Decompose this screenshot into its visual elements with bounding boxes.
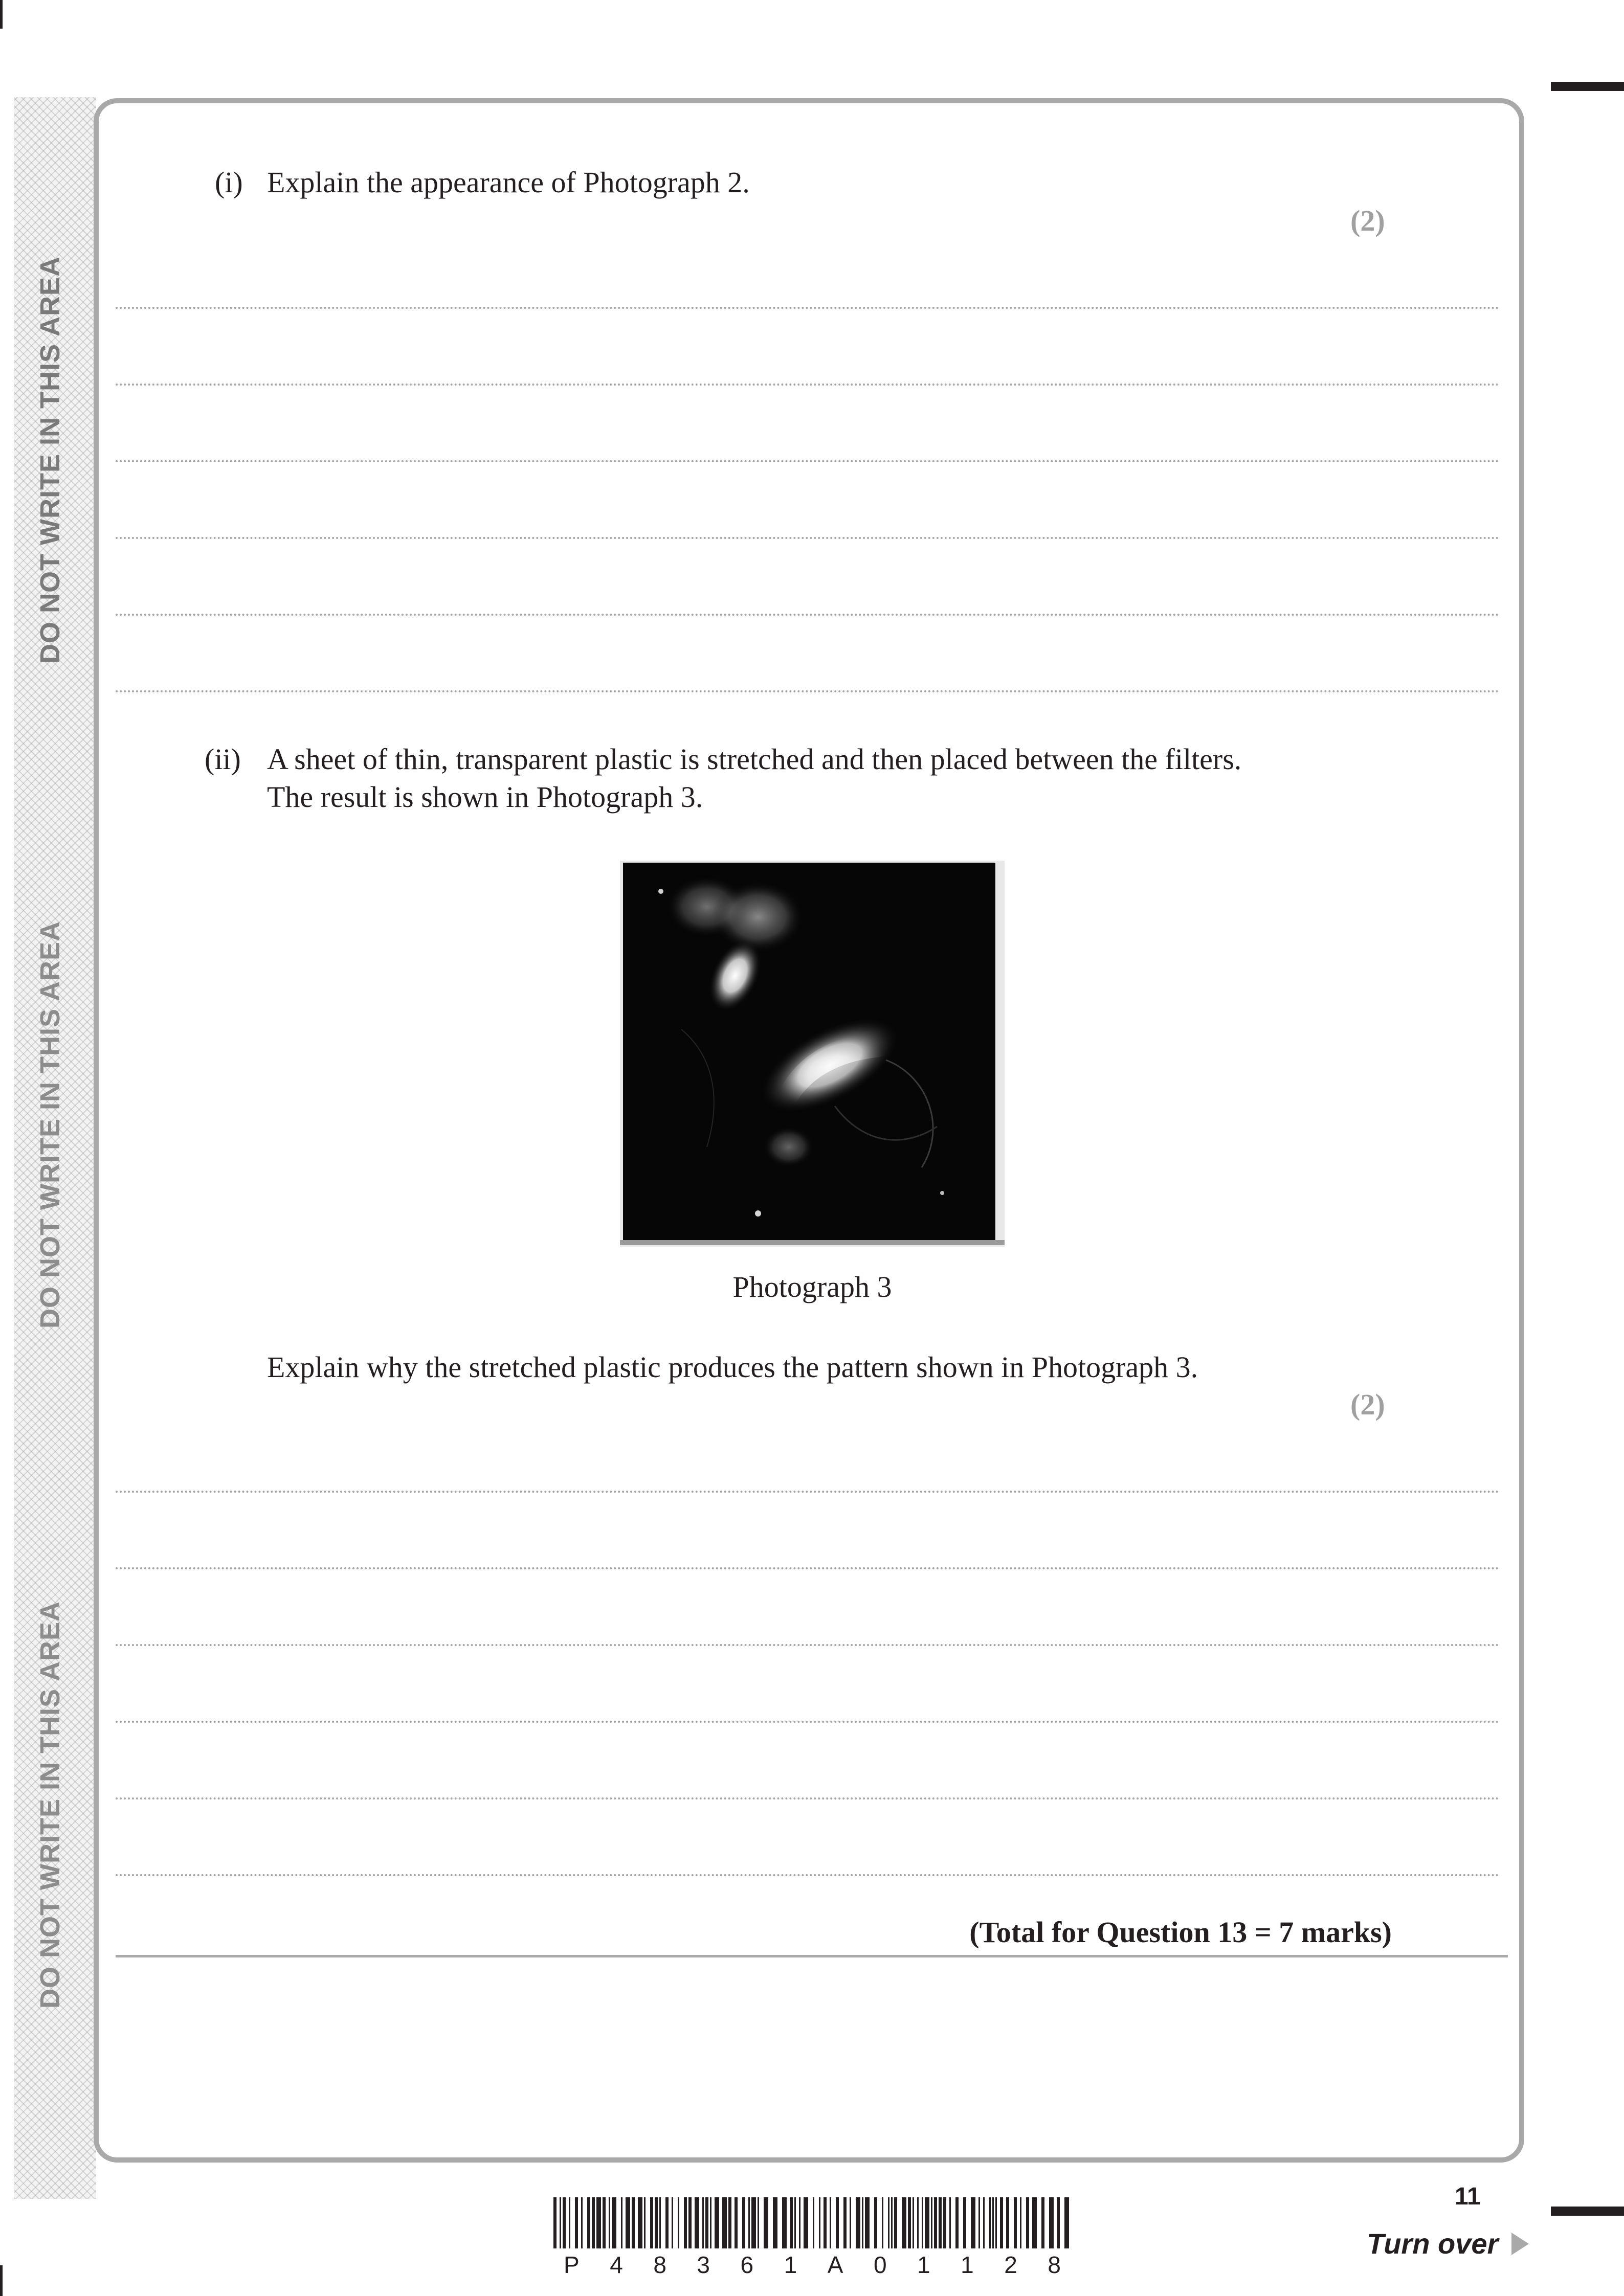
barcode-bar [1049, 2197, 1054, 2248]
barcode-bar [790, 2197, 793, 2248]
barcode-bar [773, 2197, 777, 2248]
barcode-bar [612, 2197, 616, 2248]
do-not-write-label-bottom: DO NOT WRITE IN THIS AREA [35, 1601, 65, 2009]
barcode-bar [902, 2197, 906, 2248]
barcode-bar [553, 2197, 557, 2248]
crop-mark-right-top [1551, 82, 1624, 91]
answer-line[interactable] [116, 307, 1500, 309]
barcode-bar [659, 2197, 661, 2248]
barcode-bar [560, 2197, 561, 2248]
barcode-bar [1014, 2197, 1017, 2248]
barcode-bar [971, 2197, 975, 2248]
part-ii-marks: (2) [1350, 1388, 1385, 1421]
barcode-bar [688, 2197, 692, 2248]
barcode-digit: A [827, 2252, 843, 2278]
barcode-bar [1032, 2197, 1037, 2248]
barcode-bar [934, 2197, 937, 2248]
turn-over-label: Turn over [1367, 2227, 1499, 2260]
do-not-write-label-top: DO NOT WRITE IN THIS AREA [35, 256, 65, 664]
barcode-bar [992, 2197, 994, 2248]
answer-line[interactable] [116, 460, 1500, 462]
barcode-bar [678, 2197, 679, 2248]
page-number: 11 [1455, 2183, 1481, 2210]
barcode-bar [705, 2197, 708, 2248]
answer-line[interactable] [116, 614, 1500, 616]
part-ii-line2: The result is shown in Photograph 3. [267, 780, 703, 814]
barcode-bar [575, 2197, 578, 2248]
answer-line[interactable] [116, 1491, 1500, 1493]
barcode-digit: 0 [873, 2252, 887, 2278]
barcode-bar [794, 2197, 796, 2248]
answer-line[interactable] [116, 1874, 1500, 1876]
barcode-bar [917, 2197, 919, 2248]
barcode-bar [782, 2197, 787, 2248]
question-total: (Total for Question 13 = 7 marks) [969, 1916, 1392, 1949]
barcode-digit: 1 [961, 2252, 974, 2278]
barcode-bar [621, 2197, 622, 2248]
part-i-marks: (2) [1350, 204, 1385, 237]
barcode-bar [710, 2197, 711, 2248]
barcode-bar [922, 2197, 923, 2248]
barcode-bar [925, 2197, 929, 2248]
barcode-bar [913, 2197, 914, 2248]
barcode-bar [596, 2197, 601, 2248]
barcode-bar [882, 2197, 883, 2248]
barcode-bar [758, 2197, 759, 2248]
barcode-bar [626, 2197, 630, 2248]
barcode-bar [856, 2197, 860, 2248]
barcode-bar [830, 2197, 831, 2248]
barcode-bar [862, 2197, 863, 2248]
barcode-bar [995, 2197, 997, 2248]
barcode-bar [650, 2197, 653, 2248]
barcode-digit: 8 [1048, 2252, 1061, 2278]
barcode-bar [581, 2197, 583, 2248]
answer-line[interactable] [116, 1721, 1500, 1723]
barcode-digit: 2 [1004, 2252, 1017, 2278]
barcode-bar [715, 2197, 719, 2248]
barcode-bar [819, 2197, 820, 2248]
crop-mark-top-left [0, 0, 3, 29]
barcode-bar [989, 2197, 991, 2248]
barcode-bar [931, 2197, 932, 2248]
barcode-bar [603, 2197, 606, 2248]
photograph-3-caption: Photograph 3 [732, 1270, 892, 1303]
turn-over [1367, 2227, 1529, 2260]
barcode-bar [1057, 2197, 1060, 2248]
barcode-bar [850, 2197, 851, 2248]
barcode-digit: 4 [610, 2252, 623, 2278]
barcode-bar [888, 2197, 889, 2248]
barcode-bar [587, 2197, 590, 2248]
barcode-bar [894, 2197, 897, 2248]
barcode-bar [735, 2197, 738, 2248]
barcode-bar [891, 2197, 893, 2248]
barcode-bar [978, 2197, 980, 2248]
barcode-digits [551, 2251, 1073, 2279]
barcode-bar [742, 2197, 745, 2248]
part-ii-line1: A sheet of thin, transparent plastic is stretched and then placed between the filters. [267, 742, 1242, 776]
barcode-digit: 6 [740, 2252, 754, 2278]
barcode-bar [655, 2197, 658, 2248]
barcode-digit: 3 [697, 2252, 710, 2278]
barcode-bar [695, 2197, 699, 2248]
barcode-bar [592, 2197, 595, 2248]
barcode-bar [684, 2197, 687, 2248]
barcode-bar [843, 2197, 847, 2248]
crop-mark-right-bottom [1551, 2207, 1624, 2216]
answer-line[interactable] [116, 1567, 1500, 1569]
do-not-write-label-middle: DO NOT WRITE IN THIS AREA [35, 921, 65, 1329]
answer-line[interactable] [116, 690, 1500, 692]
part-i-number: (i) [215, 166, 243, 199]
barcode-bar [955, 2197, 959, 2248]
barcode-bar [1006, 2197, 1009, 2248]
barcode-digit: 1 [917, 2252, 930, 2278]
barcode-bar [1064, 2197, 1069, 2248]
barcode [551, 2197, 1073, 2251]
barcode-bar [1041, 2197, 1044, 2248]
answer-line[interactable] [116, 384, 1500, 386]
barcode-bar [963, 2197, 966, 2248]
barcode-bar [1000, 2197, 1003, 2248]
answer-line[interactable] [116, 1797, 1500, 1799]
barcode-bar [632, 2197, 635, 2248]
barcode-bar [949, 2197, 951, 2248]
barcode-digit: 8 [653, 2252, 666, 2278]
barcode-bar [1020, 2197, 1021, 2248]
barcode-bar [569, 2197, 570, 2248]
barcode-bar [836, 2197, 839, 2248]
barcode-bar [644, 2197, 646, 2248]
barcode-bar [939, 2197, 942, 2248]
barcode-bar [728, 2197, 731, 2248]
barcode-bar [748, 2197, 750, 2248]
barcode-bar [609, 2197, 610, 2248]
photograph-3 [620, 861, 1005, 1247]
crop-mark-bottom-left [0, 2265, 3, 2296]
barcode-bar [665, 2197, 669, 2248]
barcode-bar [1026, 2197, 1029, 2248]
barcode-bar [751, 2197, 756, 2248]
barcode-bar [563, 2197, 566, 2248]
barcode-bar [824, 2197, 827, 2248]
question-end-rule [116, 1955, 1508, 1957]
barcode-digit: P [564, 2252, 580, 2278]
barcode-bar [764, 2197, 768, 2248]
answer-line[interactable] [116, 537, 1500, 539]
part-i-question: Explain the appearance of Photograph 2. [267, 166, 750, 199]
barcode-bar [672, 2197, 673, 2248]
answer-line[interactable] [116, 1644, 1500, 1646]
barcode-bar [804, 2197, 808, 2248]
part-ii-question: Explain why the stretched plastic produces the pattern shown in Photograph 3. [267, 1350, 1198, 1384]
barcode-bar [943, 2197, 946, 2248]
barcode-digit: 1 [784, 2252, 797, 2278]
barcode-bar [813, 2197, 814, 2248]
barcode-bar [638, 2197, 642, 2248]
barcode-bar [874, 2197, 877, 2248]
barcode-bar [799, 2197, 800, 2248]
barcode-bar [865, 2197, 870, 2248]
barcode-bar [908, 2197, 911, 2248]
barcode-bar [722, 2197, 727, 2248]
part-ii-number: (ii) [205, 742, 241, 776]
barcode-bar [702, 2197, 704, 2248]
barcode-bar [983, 2197, 985, 2248]
arrow-right-icon [1511, 2233, 1529, 2255]
